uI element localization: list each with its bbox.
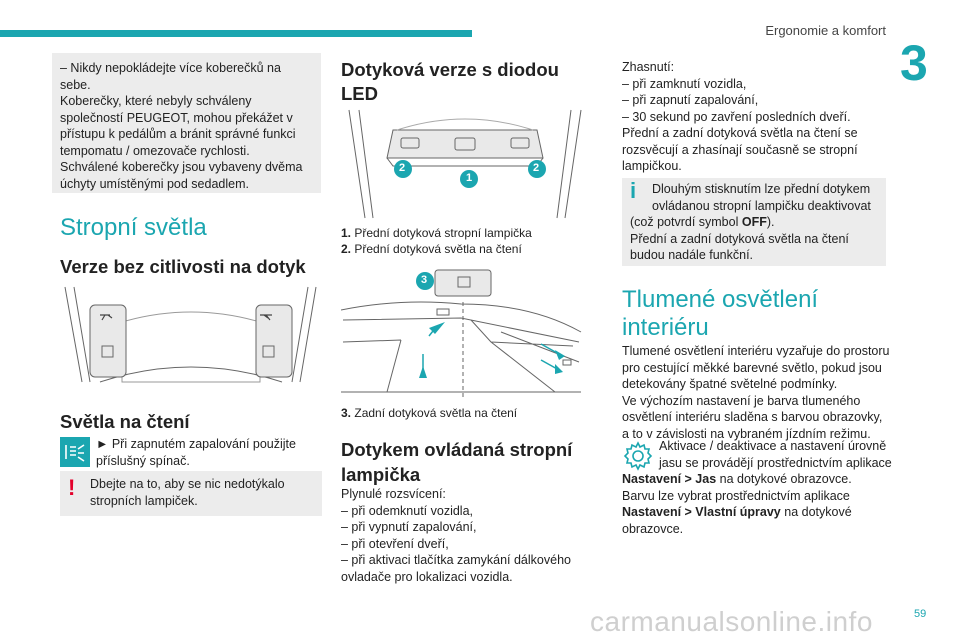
warning-line: tempomatu / omezovače rychlosti. [60,143,250,158]
body-line: ovladače pro lokalizaci vozidla. [341,569,513,584]
warning-line: – Nikdy nepokládejte více koberečků na [60,61,281,75]
heading-line: lampička [341,464,421,485]
off-symbol: OFF [741,215,767,229]
warning-line: sebe. [60,77,91,92]
reading-light-icon [60,437,90,467]
reading-note-line: ► Při zapnutém zapalování použijte [96,437,296,451]
exclamation-icon: ! [68,475,76,500]
body-line: osvětlení interiéru sladěna s barvou obrazovky, [622,410,883,424]
caption-text: Přední dotyková stropní lampička [354,226,532,240]
info-line: budou nadále funkční. [630,248,754,262]
warning-line: úchyty umístěnými pod sedadlem. [60,176,249,191]
info-icon: i [630,178,637,203]
reading-note [60,437,322,469]
info-line: (což potvrdí symbol [630,215,742,229]
heading-line: Tlumené osvětlení [622,286,819,313]
info-box [622,178,886,266]
illustration-non-touch-lights [60,282,322,387]
heading-line: Dotyková verze s diodou [341,59,559,80]
heading-line: LED [341,83,378,104]
settings-line: Aktivace / deaktivace a nastavení úrovně [659,439,887,453]
heading-dotykova-verze [341,58,591,106]
heading-svetla-na-cteni: Světla na čtení [60,411,190,432]
caution-line: Dbejte na to, aby se nic nedotýkalo [90,477,285,491]
heading-line: Dotykem ovládaná stropní [341,439,573,460]
settings-path: Nastavení > Vlastní úpravy [622,505,781,519]
caution-line: stropních lampiček. [90,493,198,508]
illustration-led-front [341,108,589,220]
body-line: – 30 sekund po zavření posledních dveří. [622,109,851,124]
warning-line: Schválené koberečky jsou vybaveny dvěma [60,160,303,174]
settings-line: na dotykové [780,505,852,519]
zhasnuti-body [622,59,892,175]
settings-path: Nastavení > Jas [622,472,717,486]
heading-line: interiéru [622,314,709,341]
body-line: – při aktivaci tlačítka zamykání dálkového [341,553,571,567]
info-line: Přední a zadní dotyková světla na čtení [630,231,849,246]
warning-line: společností PEUGEOT, mohou překážet v [60,110,293,125]
settings-line: obrazovce. [622,521,684,536]
tlumene-body [622,343,897,442]
body-line: Plynulé rozsvícení: [341,487,446,501]
caption-number: 1. [341,226,352,240]
body-line: detekovány špatné světelné podmínky. [622,377,838,391]
page-number: 59 [914,608,927,620]
caption-number: 3. [341,406,352,420]
caption-number: 2. [341,242,352,256]
chapter-number: 3 [900,35,928,91]
warning-line: přístupu k pedálům a bránit správné funkci [60,127,296,141]
body-line: Zhasnutí: [622,60,675,74]
callout-2-right: 2 [533,162,540,174]
settings-note [622,438,897,537]
settings-line: na dotykové obrazovce. [716,472,852,486]
dotykem-body [341,486,596,585]
heading-dotykem-ovladana [341,437,591,487]
body-line: – při zapnutí zapalování, [622,93,759,107]
info-line: Dlouhým stisknutím lze přední dotykem [652,182,871,196]
body-line: a to v závislosti na vybraném jízdním režimu. [622,426,871,441]
body-line: – při otevření dveří, [341,536,449,551]
body-line: lampičkou. [622,159,682,173]
callout-2-left: 2 [399,162,406,174]
header-accent-bar [0,30,472,37]
info-line: ovládanou stropní lampičku deaktivovat [652,198,871,213]
info-line: ). [766,215,775,229]
reading-note-line: příslušný spínač. [96,453,190,468]
illustration-rear-lights [341,262,589,402]
warning-line: Koberečky, které nebyly schváleny [60,94,252,108]
caution-box [60,471,322,516]
gear-icon [622,440,654,477]
body-line: Tlumené osvětlení interiéru vyzařuje do prostoru [622,344,890,358]
body-line: rozsvěcují a zhasínají současně se stropní [622,142,858,157]
heading-verze-bez-citlivosti: Verze bez citlivosti na dotyk [60,256,306,277]
callout-1: 1 [466,172,473,184]
captions-front [341,225,591,257]
body-line: – při vypnutí zapalování, [341,520,477,534]
body-line: Ve výchozím nastavení je barva tlumeného [622,393,861,408]
caption-text: Zadní dotyková světla na čtení [354,406,518,420]
settings-line: jasu se provádějí prostřednictvím aplikace [659,455,892,470]
heading-tlumene-osvetleni [622,286,892,342]
settings-line: Barvu lze vybrat prostřednictvím aplikace [622,488,850,503]
caption-text: Přední dotyková světla na čtení [354,242,522,256]
watermark: carmanualsonline.info [590,606,873,637]
body-line: pro cestující měkké barevné světlo, pokud jsou [622,360,882,375]
caption-rear [341,405,591,421]
section-title: Ergonomie a komfort [765,23,886,38]
body-line: Přední a zadní dotyková světla na čtení se [622,126,858,140]
heading-stropni-svetla: Stropní světla [60,214,207,241]
body-line: – při zamknutí vozidla, [622,76,747,91]
warning-box [52,53,321,193]
body-line: – při odemknutí vozidla, [341,503,474,518]
callout-3: 3 [421,274,428,286]
